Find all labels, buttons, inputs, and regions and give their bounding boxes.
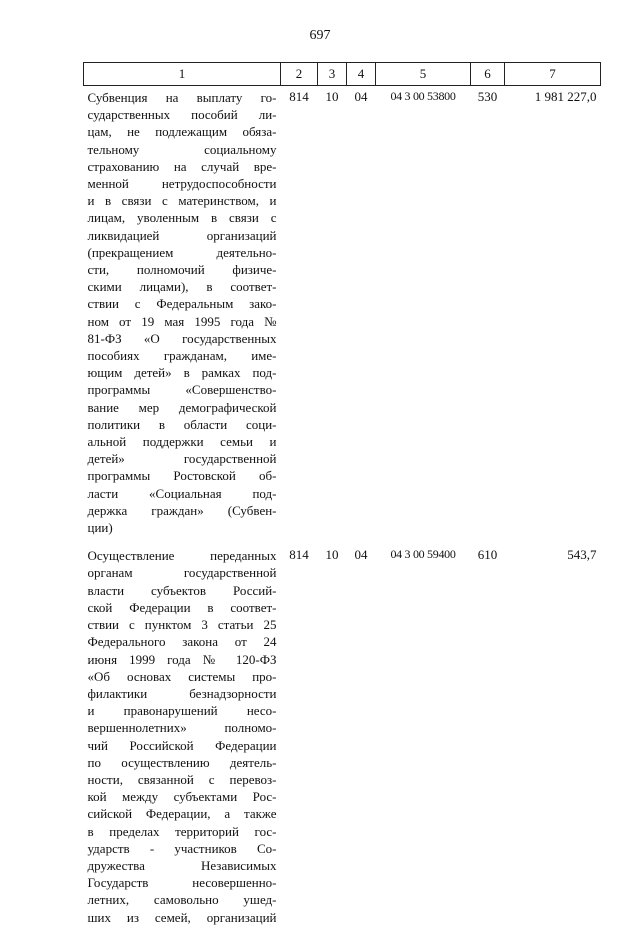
table-row [84,86,601,537]
header-col-1: 1 [84,63,281,86]
header-col-3: 3 [318,63,347,86]
table-row [84,536,601,925]
row-subsection-code: 04 [354,547,368,563]
row-target-article: 04 3 00 53800 [390,89,456,103]
row-expense-type: 610 [477,547,498,563]
row-description: Осуществление переданных органам государственной власти субъектов Россий- ской Федерации в соответ- ствии с пунктом 3 статьи 25 Федерального закона от 24 июня 1999 года № 120-ФЗ «Об основах системы про- филактики безнадзорности и правонарушений несо- вершеннолетних» полномо- чий Российской Федерации по осуществлению деятель- ности, связанной с перевоз- кой между субъектами Рос- сийской Федерации, а также в пределах территорий гос- ударств - участников Со- дружества Независимых Государств несовершенно- летних, самовольно ушед- ших из семей, организаций [87,548,277,925]
header-col-6: 6 [471,63,505,86]
row-ministry-code: 814 [289,89,309,104]
budget-table [83,62,601,926]
row-target-article: 04 3 00 59400 [390,547,456,562]
page-number: 697 [309,28,331,43]
row-amount: 543,7 [567,547,597,563]
header-col-2: 2 [281,63,318,86]
header-col-5: 5 [376,63,471,86]
table-header [84,63,601,86]
row-subsection-code: 04 [354,89,368,104]
row-expense-type: 530 [477,89,498,104]
row-amount: 1 981 227,0 [534,89,597,104]
row-section-code: 10 [325,89,339,104]
header-col-4: 4 [347,63,376,86]
row-section-code: 10 [325,547,339,563]
header-col-7: 7 [505,63,601,86]
row-ministry-code: 814 [289,547,309,563]
header-row [84,63,601,86]
table-body [84,86,601,926]
row-description: Субвенция на выплату го- сударственных пособий ли- цам, не подлежащим обяза- тельному социальному страхованию на случай вре- менной нетрудоспособности и в связи с материнством, и лицам, уволенным в связи с ликвидацией организаций (прекращением деятельно- сти, полномочий физиче- скими лицами), в соответ- ствии с Федеральным зако- ном от 19 мая 1995 года № 81-ФЗ «О государственных пособиях гражданам, име- ющим детей» в рамках под- программы «Совершенство- вание мер демографической политики в области соци- альной поддержки семьи и детей» государственной программы Ростовской об- ласти «Социальная под- держка граждан» (Субвен- ции) [87,90,277,536]
